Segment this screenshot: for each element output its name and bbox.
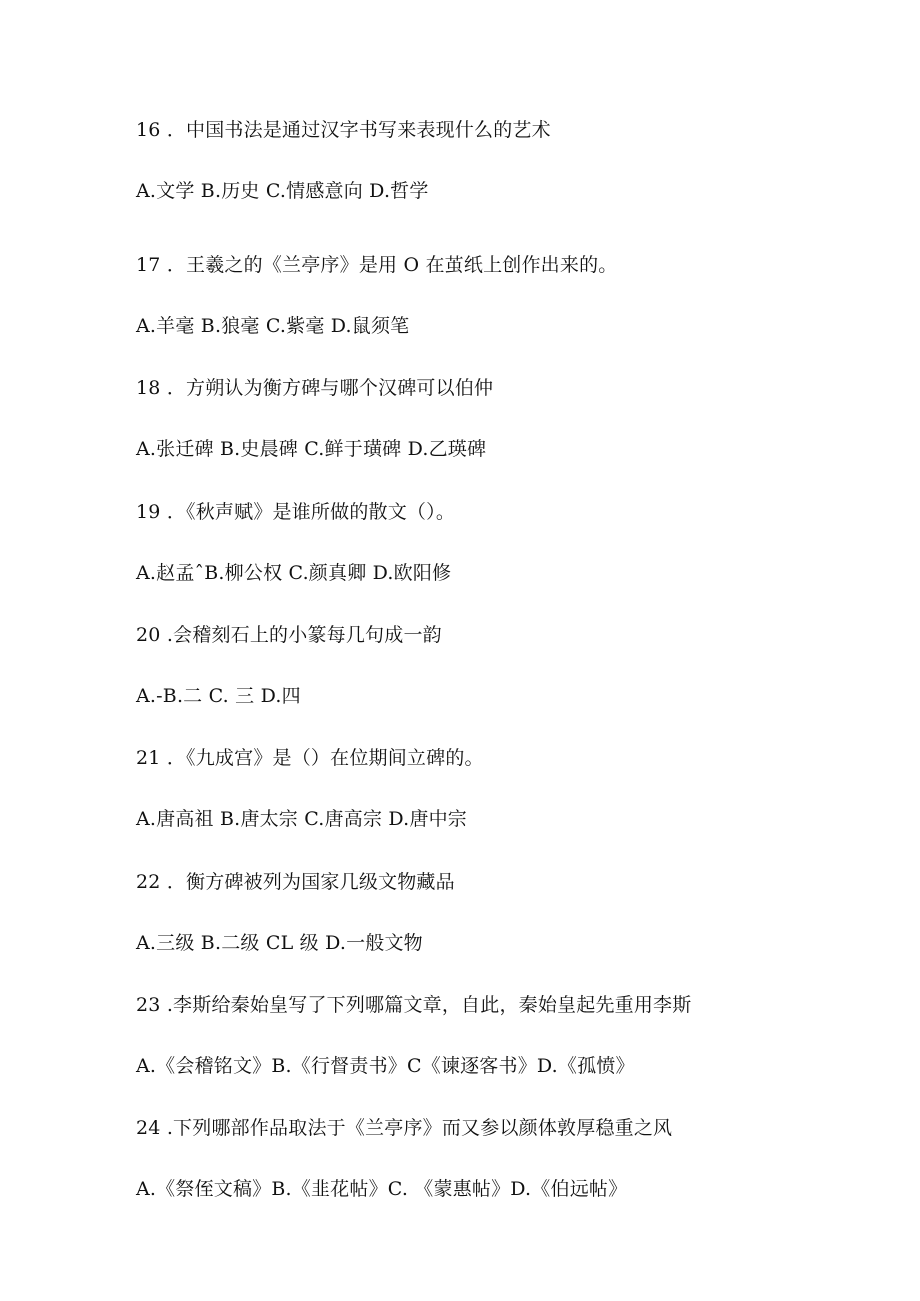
question-options: A.张迁碑 B.史晨碑 C.鲜于璜碑 D.乙瑛碑 <box>136 438 487 460</box>
question-text: 19 ．《秋声赋》是谁所做的散文（）。 <box>136 501 456 523</box>
question-21 <box>136 746 856 831</box>
question-text: 23 .李斯给秦始皇写了下列哪篇文章，自此，秦始皇起先重用李斯 <box>136 994 692 1016</box>
question-options: A.三级 B.二级 CL 级 D.一般文物 <box>136 932 423 954</box>
question-options: A.羊毫 B.狼毫 C.紫毫 D.鼠须笔 <box>136 315 410 337</box>
question-23 <box>136 993 856 1078</box>
question-text: 16 ．中国书法是通过汉字书写来表现什么的艺术 <box>136 119 551 141</box>
question-text: 22 ．衡方碑被列为国家几级文物藏品 <box>136 871 455 893</box>
question-options: A.文学 B.历史 C.情感意向 D.哲学 <box>136 180 429 202</box>
question-text: 17 ．王羲之的《兰亭序》是用 O 在茧纸上创作出来的。 <box>136 254 618 276</box>
question-22 <box>136 870 856 955</box>
question-options: A.唐高祖 B.唐太宗 C.唐高宗 D.唐中宗 <box>136 808 467 830</box>
question-text: 18 ．方朔认为衡方碑与哪个汉碑可以伯仲 <box>136 377 494 399</box>
question-options: A.《会稽铭文》B.《行督责书》C《谏逐客书》D.《孤愤》 <box>136 1055 635 1077</box>
question-17 <box>136 253 856 338</box>
question-18 <box>136 376 856 461</box>
question-16 <box>136 118 856 203</box>
question-24 <box>136 1116 856 1201</box>
question-text: 20 .会稽刻石上的小篆每几句成一韵 <box>136 624 442 646</box>
question-text: 21 ．《九成宫》是（）在位期间立碑的。 <box>136 747 484 769</box>
question-19 <box>136 500 856 585</box>
question-options: A.赵孟ˆB.柳公权 C.颜真卿 D.欧阳修 <box>136 562 452 584</box>
question-options: A.-B.二 C. 三 D.四 <box>136 685 301 707</box>
question-20 <box>136 623 856 708</box>
question-text: 24 .下列哪部作品取法于《兰亭序》而又参以颜体敦厚稳重之风 <box>136 1117 673 1139</box>
question-options: A.《祭侄文稿》B.《韭花帖》C. 《蒙惠帖》D.《伯远帖》 <box>136 1178 628 1200</box>
